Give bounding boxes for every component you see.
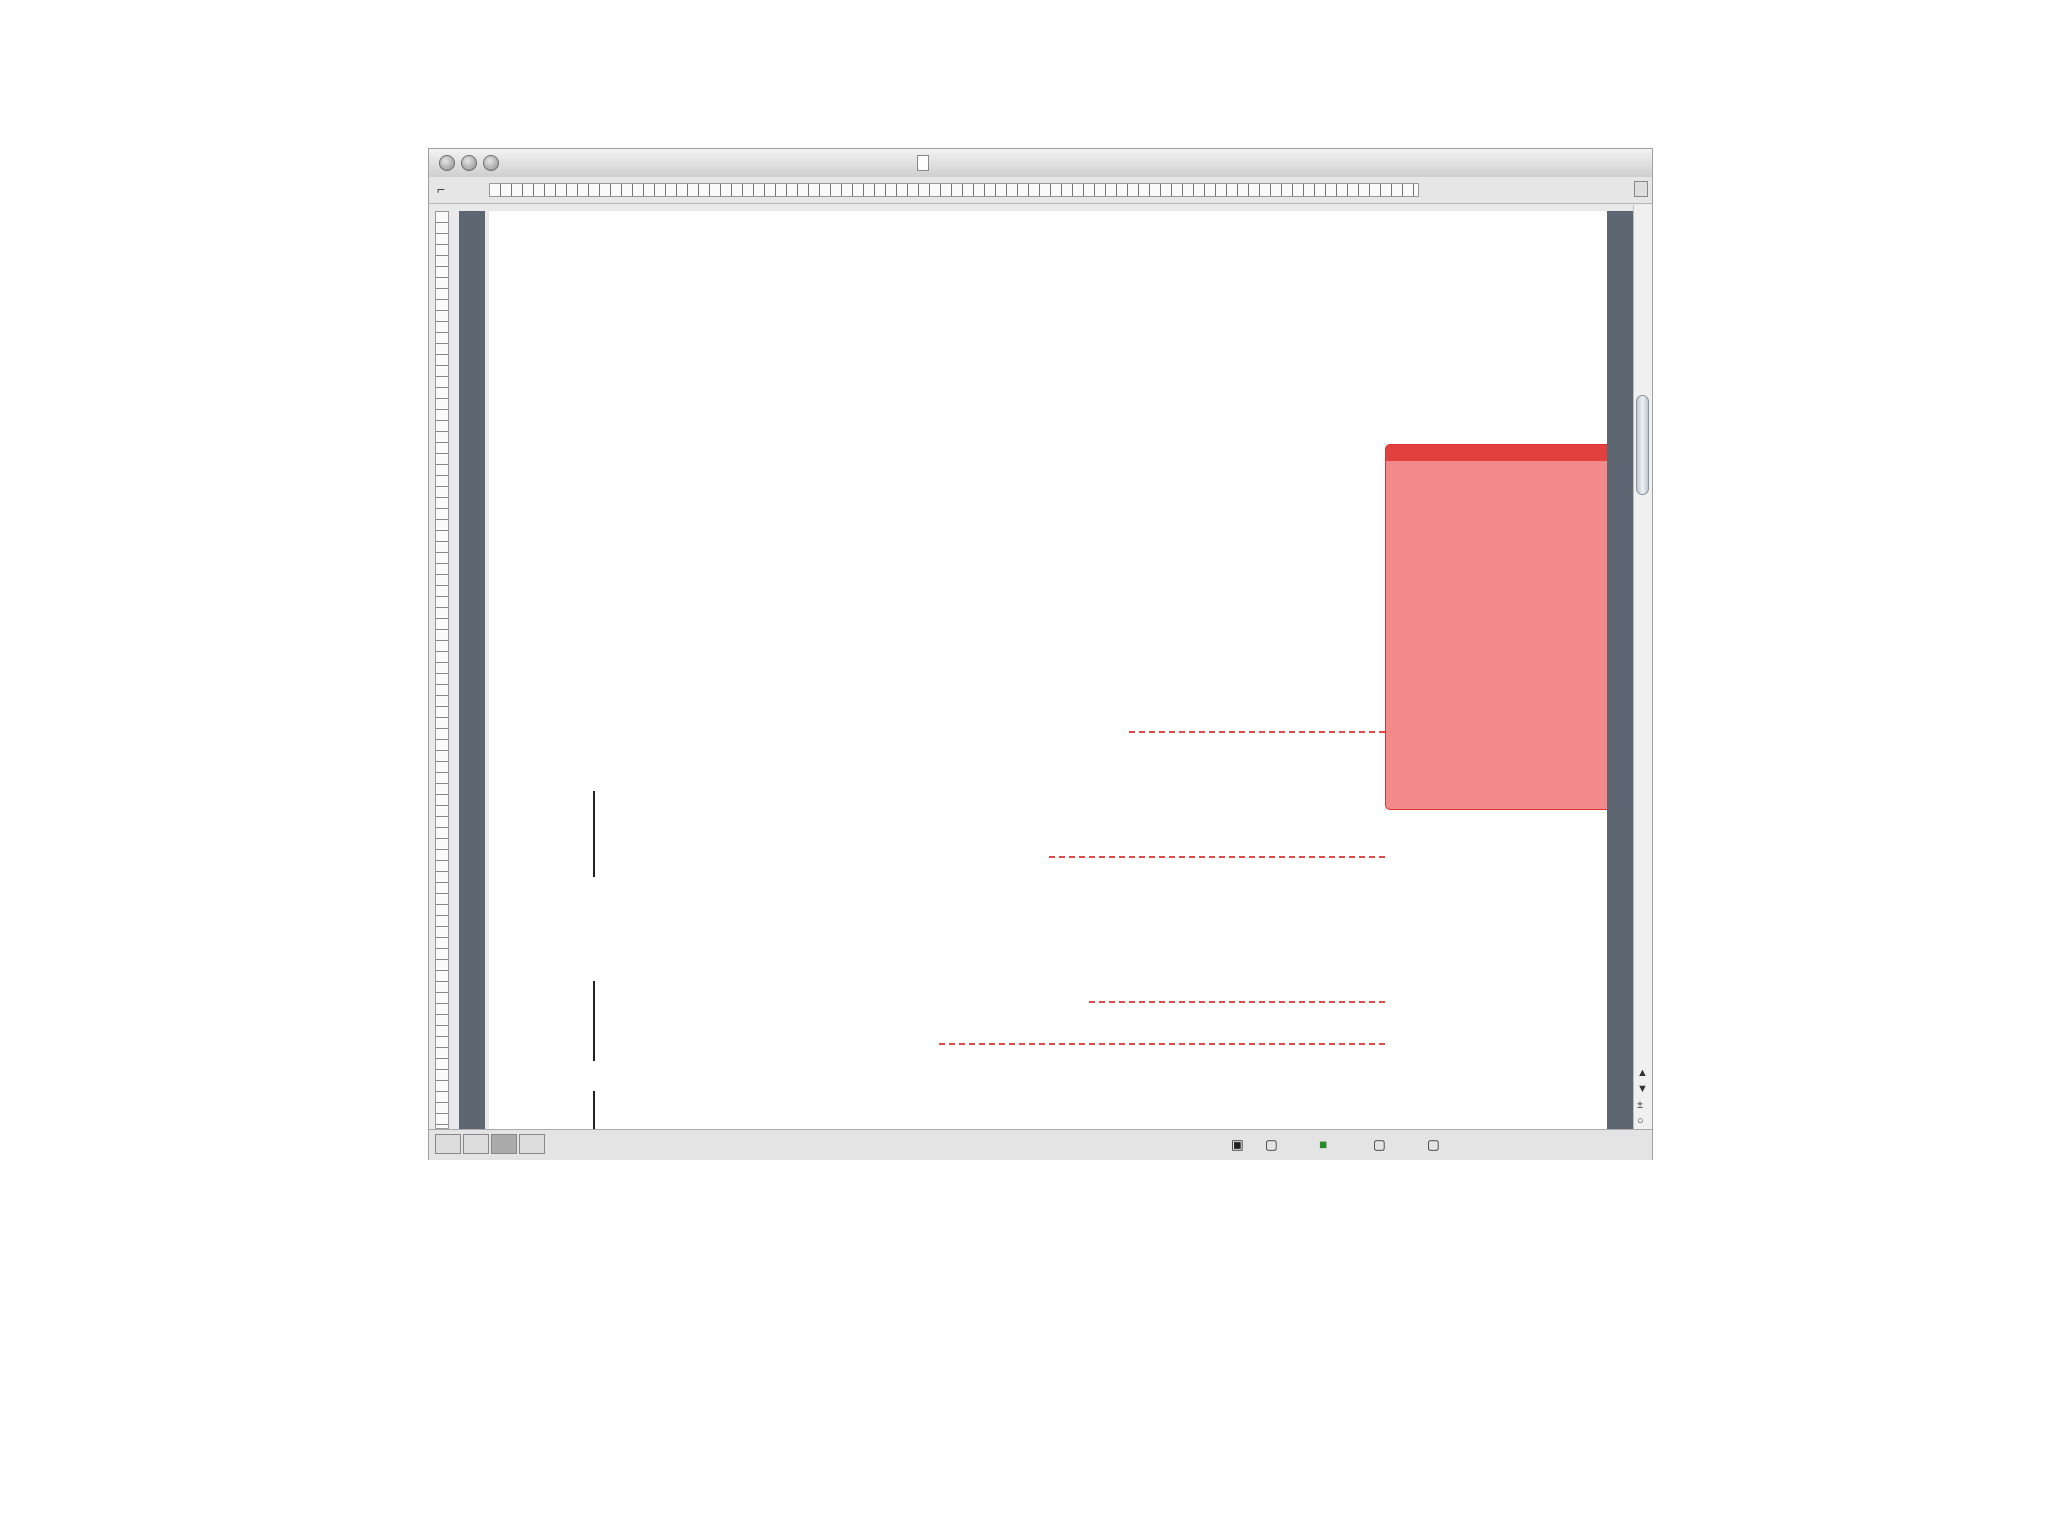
- comment-author: [1386, 445, 1607, 461]
- change-bar: [593, 791, 595, 877]
- balloon-connector: [1129, 731, 1385, 733]
- balloon-connector: [1049, 856, 1385, 858]
- scroll-arrows[interactable]: ▲ ▼ ± ○: [1637, 1067, 1648, 1127]
- balloon-connector: [939, 1043, 1385, 1045]
- change-bar: [593, 981, 595, 1061]
- horizontal-ruler[interactable]: [429, 177, 1652, 204]
- change-bar: [593, 1091, 595, 1129]
- comment-balloon[interactable]: [1385, 444, 1607, 810]
- book-icon[interactable]: ▣: [1231, 1137, 1244, 1152]
- normal-view-button[interactable]: [435, 1134, 461, 1154]
- trk-indicator[interactable]: ■: [1319, 1137, 1328, 1152]
- close-window-icon[interactable]: [439, 155, 455, 171]
- page-margin-right: [1607, 211, 1633, 1129]
- vertical-scrollbar[interactable]: [1633, 205, 1652, 1129]
- document-page[interactable]: [489, 211, 1607, 1129]
- tab-selector-icon[interactable]: ⌐: [437, 181, 446, 197]
- zoom-window-icon[interactable]: [483, 155, 499, 171]
- ext-indicator[interactable]: ▢: [1373, 1137, 1386, 1152]
- word-window: [428, 148, 1653, 1160]
- comment-text: [1386, 461, 1607, 465]
- vertical-ruler[interactable]: [435, 211, 449, 1129]
- status-bar: [429, 1129, 1652, 1160]
- split-view-icon[interactable]: [1634, 181, 1648, 197]
- ovr-indicator[interactable]: ▢: [1427, 1137, 1440, 1152]
- title-bar: [429, 149, 1652, 178]
- rec-indicator[interactable]: ▢: [1265, 1137, 1278, 1152]
- notebook-view-button[interactable]: [519, 1134, 545, 1154]
- page-margin-left: [459, 211, 485, 1129]
- document-icon: [917, 155, 929, 171]
- balloon-connector: [1089, 1001, 1385, 1003]
- outline-view-button[interactable]: [463, 1134, 489, 1154]
- scroll-thumb[interactable]: [1636, 395, 1649, 495]
- minimize-window-icon[interactable]: [461, 155, 477, 171]
- page-layout-view-button[interactable]: [491, 1134, 517, 1154]
- ruler-track[interactable]: [489, 183, 1419, 197]
